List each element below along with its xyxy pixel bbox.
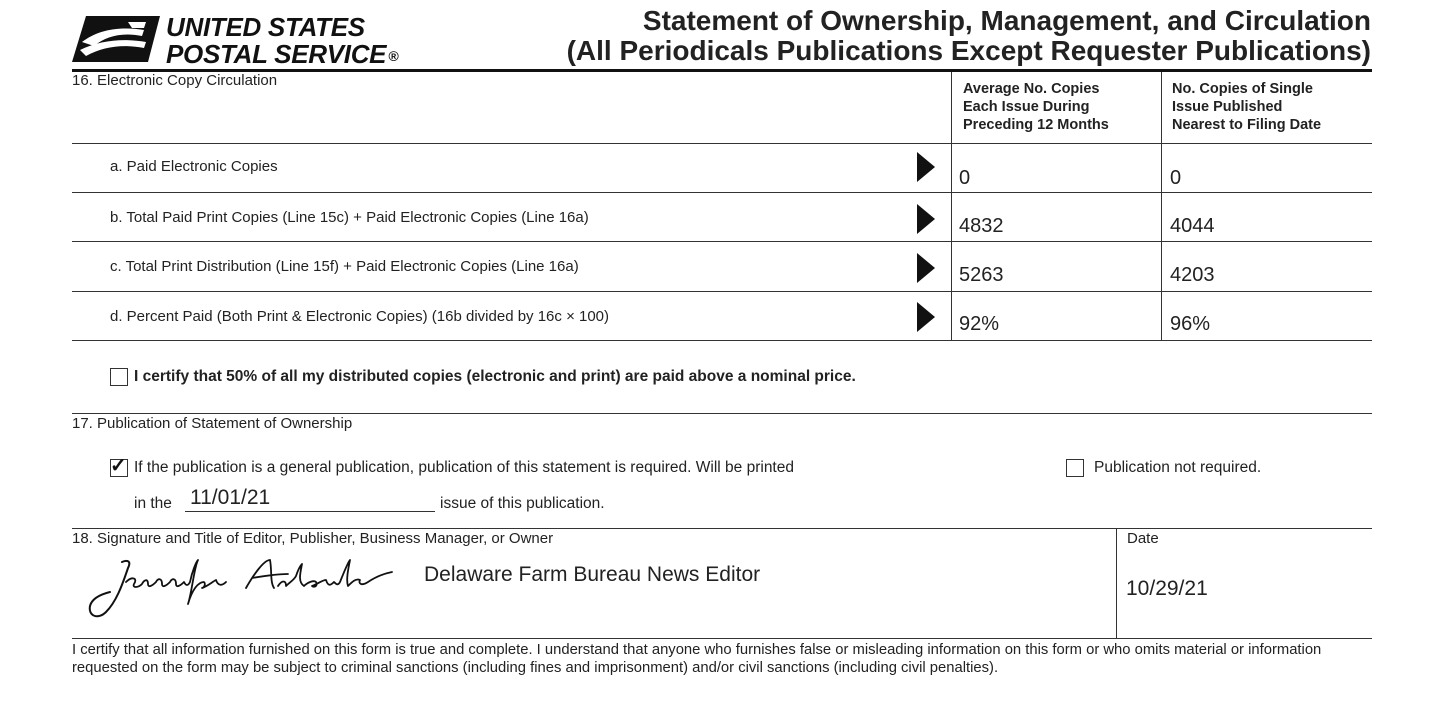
section17-label: 17. Publication of Statement of Ownership — [72, 415, 353, 432]
registered-mark: ® — [388, 47, 399, 64]
col-heading-average: Average No. Copies Each Issue During Preceding 12 Months — [963, 81, 1109, 133]
row-arrow-icon — [917, 302, 935, 332]
org-name-line2: POSTAL SERVICE — [166, 39, 387, 69]
publication-not-required-checkbox[interactable] — [1066, 459, 1084, 477]
date-label: Date — [1127, 530, 1159, 547]
col-divider-1 — [951, 72, 952, 340]
cell-single-b: 4044 — [1170, 215, 1215, 237]
form-subtitle: (All Periodicals Publications Except Requester Publications) — [566, 35, 1371, 66]
row-label-b: b. Total Paid Print Copies (Line 15c) + Paid Electronic Copies (Line 16a) — [110, 209, 589, 226]
form-title: Statement of Ownership, Management, and Circulation — [642, 5, 1371, 36]
issue-date-value[interactable]: 11/01/21 — [190, 486, 271, 509]
in-the-label: in the — [134, 495, 172, 512]
checkmark-icon: ✓ — [110, 455, 127, 477]
section-rule — [72, 413, 1372, 414]
cell-avg-b: 4832 — [959, 215, 1004, 237]
row-arrow-icon — [917, 253, 935, 283]
certify-50-percent-text: I certify that 50% of all my distributed copies (electronic and print) are paid above a nominal price. — [134, 368, 856, 385]
row-label-d: d. Percent Paid (Both Print & Electronic Copies) (16b divided by 16c × 100) — [110, 308, 610, 325]
cell-single-c: 4203 — [1170, 264, 1215, 286]
certification-statement: I certify that all information furnished on this form is true and complete. I understand that anyone who furnishes false or misleading information on this form or who omits material or information requested on the form may be subject to criminal sanctions (including fines and imprisonment) and/or civil sanctions (including civil penalties). — [72, 642, 1322, 676]
signer-title: Delaware Farm Bureau News Editor — [424, 563, 761, 586]
row-label-c: c. Total Print Distribution (Line 15f) + Paid Electronic Copies (Line 16a) — [110, 258, 579, 275]
section-rule — [72, 528, 1372, 529]
table-rule — [72, 291, 1372, 292]
cell-single-d: 96% — [1170, 313, 1211, 335]
table-rule — [72, 340, 1372, 341]
table-rule — [72, 241, 1372, 242]
issue-date-line — [185, 511, 435, 512]
section-rule — [72, 638, 1372, 639]
row-arrow-icon — [917, 152, 935, 182]
cell-avg-c: 5263 — [959, 264, 1004, 286]
table-rule — [72, 192, 1372, 193]
issue-suffix-text: issue of this publication. — [440, 495, 605, 512]
section18-label: 18. Signature and Title of Editor, Publisher, Business Manager, or Owner — [72, 530, 554, 547]
col-heading-single-issue: No. Copies of Single Issue Published Nearest to Filing Date — [1172, 81, 1322, 133]
cell-single-a: 0 — [1170, 167, 1182, 189]
table-rule — [72, 143, 1372, 144]
row-label-a: a. Paid Electronic Copies — [110, 158, 278, 175]
org-name-line1: UNITED STATES — [166, 12, 365, 42]
date-col-divider — [1116, 528, 1117, 638]
cell-avg-a: 0 — [959, 167, 971, 189]
handwritten-signature — [82, 552, 402, 624]
col-divider-2 — [1161, 72, 1162, 340]
certify-50-percent-checkbox[interactable] — [110, 368, 128, 386]
cell-avg-d: 92% — [959, 313, 1000, 335]
row-arrow-icon — [917, 204, 935, 234]
usps-eagle-logo — [72, 16, 160, 62]
section16-label: 16. Electronic Copy Circulation — [72, 72, 278, 89]
publication-not-required-text: Publication not required. — [1094, 459, 1262, 476]
signature-date: 10/29/21 — [1126, 577, 1208, 600]
usps-wordmark — [166, 14, 398, 70]
general-publication-text: If the publication is a general publication, publication of this statement is required. Will be printed — [134, 459, 794, 476]
